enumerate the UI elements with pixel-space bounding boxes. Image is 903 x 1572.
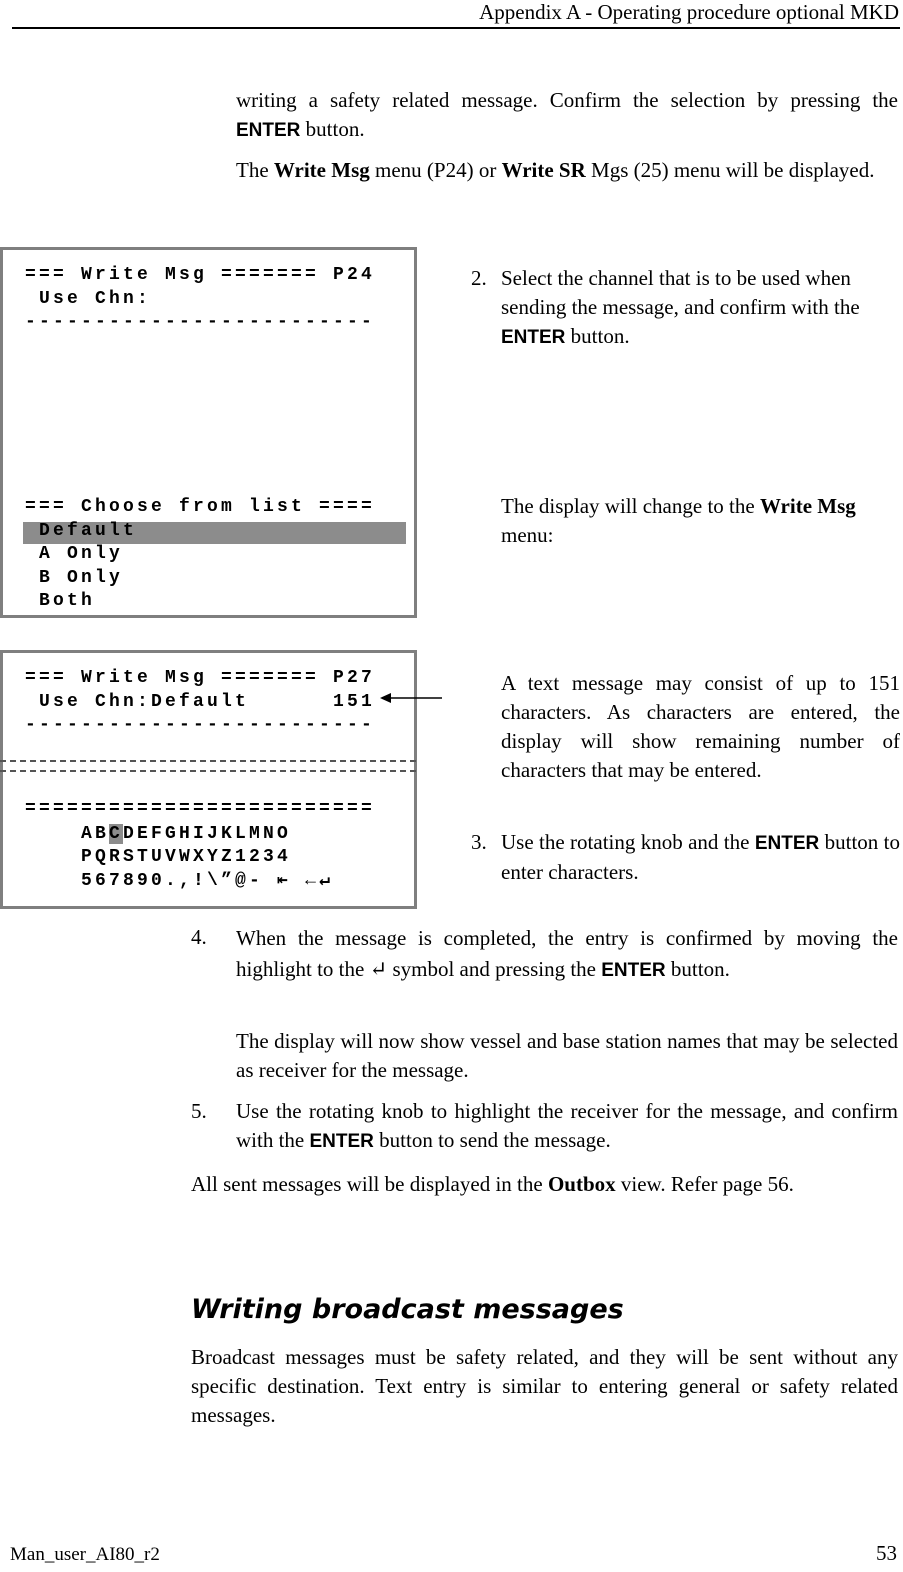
write-msg-term: Write Msg [759,494,856,518]
section-heading: Writing broadcast messages [191,1294,624,1325]
paragraph-text: Mgs (25) menu will be displayed. [585,158,875,182]
paragraph-text: menu (P24) or [369,158,502,182]
enter-button-label: ENTER [309,1131,374,1152]
step-text [236,1097,898,1156]
paragraph-text: All sent messages will be displayed in the [191,1172,548,1196]
char-group: DEFGHIJKLMNO [123,824,292,844]
step-2 [471,264,901,354]
lcd-choose-list-header: === Choose from list ==== [25,497,376,517]
step-text [501,828,900,887]
lcd-title-line: === Write Msg ======= P24 [25,265,376,285]
enter-button-label: ENTER [501,327,566,348]
footer-doc-id: Man_user_AI80_r2 [10,1544,160,1565]
lcd-use-channel-line: Use Chn:Default 151 [25,692,376,712]
footer-page-number: 53 [876,1541,897,1565]
step-text [236,923,898,986]
text-area-top-cut [0,760,416,762]
step-number: 2. [471,266,487,290]
outbox-term: Outbox [547,1172,616,1196]
text-length-info: A text message may consist of up to 151 characters. As characters are entered, the display will show remaining number of characters that may be entered. [501,671,900,782]
lcd-char-row-1[interactable] [25,823,291,846]
step-text [501,264,899,352]
step-text-part: Use the rotating knob and the [501,830,755,854]
lcd-use-channel-line: Use Chn: [25,289,152,309]
intro-paragraph [236,86,898,145]
lcd-char-row-3[interactable]: 567890.,!\”@- ⇤ ←↵ [25,871,334,891]
step-number: 4. [191,925,207,949]
step-text-part: button. [565,324,630,348]
write-msg-term: Write Msg [273,158,370,182]
note-text: menu: [501,523,554,547]
lcd-separator: ------------------------- [25,312,376,332]
write-sr-term: Write SR [501,158,586,182]
step-text-part: Use the rotating knob to highlight the receiver for the message, and confirm with the [236,1099,898,1152]
page-header-title: Appendix A - Operating procedure optional MKD [479,0,899,24]
highlighted-char[interactable]: C [109,824,124,844]
step-5 [191,1097,899,1157]
write-menu-paragraph [236,156,898,185]
enter-button-label: ENTER [601,960,666,981]
step-3 [471,828,901,888]
lcd-option-both[interactable]: Both [25,591,96,611]
lcd-title-line: === Write Msg ======= P27 [25,668,376,688]
intro-text: writing a safety related message. Confirm the selection by pressing the [236,88,898,112]
enter-button-label: ENTER [236,120,301,141]
header-rule [12,27,900,29]
broadcast-paragraph: Broadcast messages must be safety related, and they will be sent without any specific destination. Text entry is similar to entering general or safety related messages. [191,1345,898,1427]
lcd-option-b-only[interactable]: B Only [25,568,124,588]
step-text-part: Select the channel that is to be used when sending the message, and confirm with the [501,266,860,319]
display-change-note [501,492,881,550]
receiver-info-paragraph: The display will now show vessel and base station names that may be selected as receiver for the message. [236,1029,898,1082]
enter-button-label: ENTER [754,833,820,854]
lcd-char-row-2[interactable]: PQRSTUVWXYZ1234 [25,847,292,867]
text-area-bottom-cut [0,770,416,772]
lcd-separator: ------------------------- [25,715,376,735]
step-number: 3. [471,830,487,854]
step-number: 5. [191,1099,207,1123]
step-text-part: button to enter characters. [501,830,900,884]
step-text-part: button to send the message. [373,1128,611,1152]
paragraph-text: view. Refer page 56. [615,1172,794,1196]
enter-symbol-icon: ↵ [369,957,388,981]
lcd-keyboard-separator: ========================= [25,799,376,819]
step-text-part: When the message is completed, the entry is confirmed by moving the highlight to the [236,926,898,981]
outbox-paragraph [191,1170,898,1199]
lcd-option-default[interactable]: Default [25,521,138,541]
step-text-part: button. [665,957,730,981]
char-group: AB [25,824,110,844]
note-text: The display will change to the [501,494,760,518]
step-text-part: symbol and pressing the [387,957,602,981]
pointer-arrow-icon [380,691,444,705]
lcd-option-a-only[interactable]: A Only [25,544,124,564]
paragraph-text: The [236,158,274,182]
lcd-screen-write-msg-p27 [0,650,417,909]
intro-text: button. [300,117,365,141]
lcd-screen-write-msg-p24 [0,247,417,618]
